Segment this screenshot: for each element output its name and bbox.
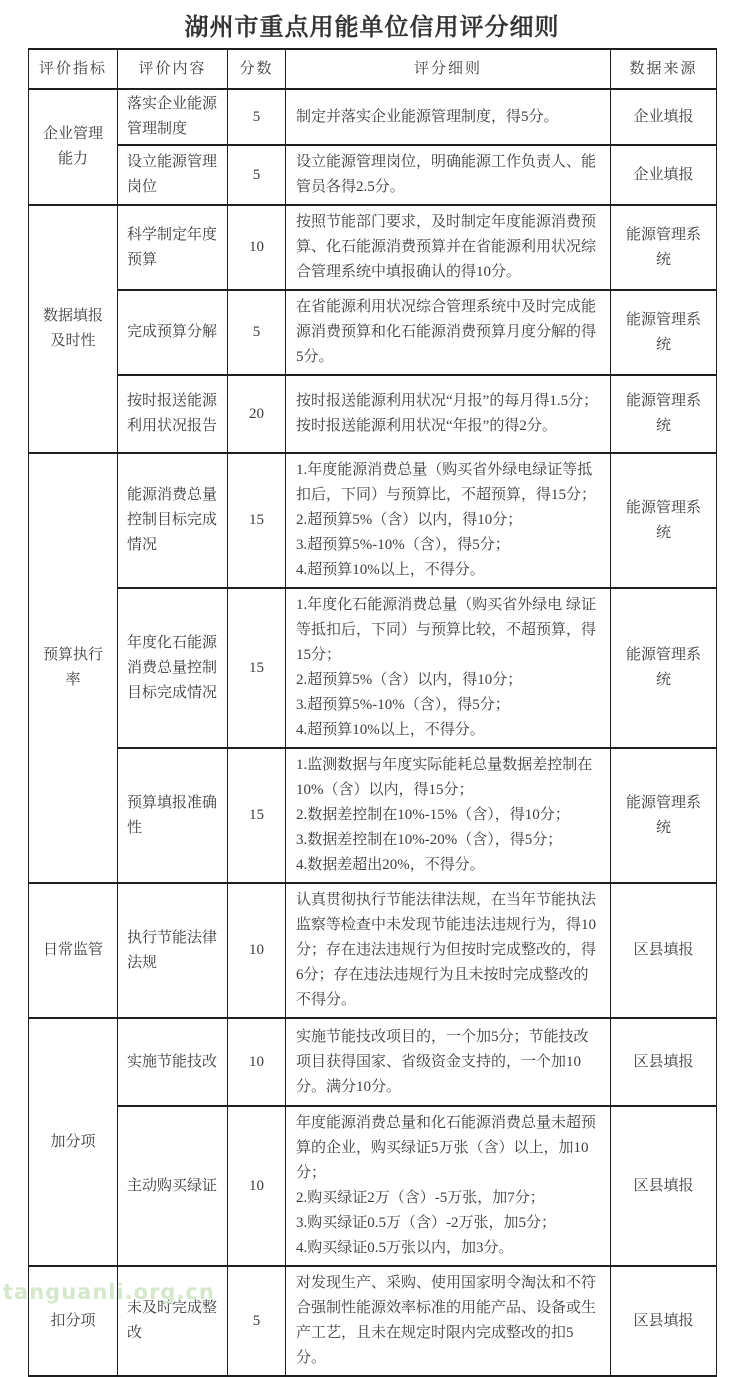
source-cell: 能源管理系统 [611, 588, 717, 748]
detail-line: 3.超预算5%-10%（含），得5分； [296, 697, 510, 713]
detail-line: 按照节能部门要求，及时制定年度能源消费预算、化石能源消费预算并在省能源利用状况综合管理系统中填报确认的得10分。 [296, 214, 597, 280]
content-cell: 按时报送能源利用状况报告 [118, 375, 228, 453]
credit-score-table [28, 48, 717, 1377]
detail-line: 3.购买绿证0.5万（含）-2万张，加5分； [296, 1215, 556, 1231]
details-cell [286, 375, 611, 453]
content-cell: 未及时完成整改 [118, 1266, 228, 1376]
detail-line: 实施节能技改项目的，一个加5分；节能技改项目获得国家、省级资金支持的，一个加10分。满分10分。 [296, 1028, 589, 1095]
details-cell [286, 145, 611, 205]
detail-line: 按时报送能源利用状况“月报”的每月得1.5分；按时报送能源利用状况“年报”的得2分。 [296, 393, 599, 434]
source-cell: 企业填报 [611, 89, 717, 145]
indicator-cell: 日常监管 [29, 883, 118, 1018]
score-cell: 5 [228, 89, 286, 145]
detail-line: 制定并落实企业能源管理制度，得5分。 [296, 108, 559, 125]
table-row [29, 1106, 717, 1266]
details-cell [286, 89, 611, 145]
source-cell: 区县填报 [611, 1018, 717, 1106]
score-cell: 15 [228, 748, 286, 883]
header-indicator: 评价指标 [29, 49, 118, 89]
header-details: 评分细则 [286, 49, 611, 89]
score-cell: 20 [228, 375, 286, 453]
source-cell: 能源管理系统 [611, 205, 717, 290]
score-cell: 15 [228, 453, 286, 588]
detail-line: 4.超预算10%以上，不得分。 [296, 722, 485, 738]
detail-line: 年度能源消费总量和化石能源消费总量未超预算的企业，购买绿证5万张（含）以上，加10分； [296, 1115, 597, 1181]
content-cell: 科学制定年度预算 [118, 205, 228, 290]
detail-line: 对发现生产、采购、使用国家明令淘汰和不符合强制性能源效率标准的用能产品、设备或生产工艺，且未在规定时限内完成整改的扣5分。 [296, 1275, 597, 1366]
source-cell: 能源管理系统 [611, 748, 717, 883]
detail-line: 认真贯彻执行节能法律法规，在当年节能执法监察等检查中未发现节能违法违规行为，得10分；存在违法违规行为但按时完成整改的，得6分；存在违法违规行为且未按时完成整改的不得分。 [296, 892, 597, 1008]
detail-line: 4.购买绿证0.5万张以内，加3分。 [296, 1240, 514, 1256]
detail-line: 4.超预算10%以上，不得分。 [296, 562, 485, 578]
table-row [29, 89, 717, 145]
page-title: 湖州市重点用能单位信用评分细则 [184, 14, 560, 41]
indicator-cell: 企业管理能力 [29, 89, 118, 205]
content-cell: 能源消费总量控制目标完成情况 [118, 453, 228, 588]
detail-line: 2.购买绿证2万（含）-5万张，加7分； [296, 1190, 545, 1206]
details-cell [286, 588, 611, 748]
content-cell: 完成预算分解 [118, 290, 228, 375]
header-content: 评价内容 [118, 49, 228, 89]
score-cell: 5 [228, 290, 286, 375]
details-cell [286, 1018, 611, 1106]
detail-line: 2.数据差控制在10%-15%（含），得10分； [296, 807, 570, 823]
score-cell: 15 [228, 588, 286, 748]
details-cell [286, 290, 611, 375]
source-cell: 区县填报 [611, 883, 717, 1018]
detail-line: 3.数据差控制在10%-20%（含），得5分； [296, 832, 563, 848]
table-row [29, 588, 717, 748]
details-cell [286, 883, 611, 1018]
content-cell: 年度化石能源消费总量控制目标完成情况 [118, 588, 228, 748]
score-cell: 10 [228, 883, 286, 1018]
detail-line: 1.年度化石能源消费总量（购买省外绿电 绿证等抵扣后，下同）与预算比较，不超预算，得15分； [296, 597, 597, 663]
content-cell: 落实企业能源管理制度 [118, 89, 228, 145]
details-cell [286, 1106, 611, 1266]
source-cell: 区县填报 [611, 1106, 717, 1266]
table-row [29, 883, 717, 1018]
score-cell: 10 [228, 1018, 286, 1106]
source-cell: 能源管理系统 [611, 290, 717, 375]
table-row [29, 205, 717, 290]
indicator-cell: 扣分项 [29, 1266, 118, 1376]
details-cell [286, 1266, 611, 1376]
content-cell: 主动购买绿证 [118, 1106, 228, 1266]
detail-line: 3.超预算5%-10%（含），得5分； [296, 537, 510, 553]
score-cell: 5 [228, 145, 286, 205]
source-cell: 区县填报 [611, 1266, 717, 1376]
detail-line: 4.数据差超出20%，不得分。 [296, 857, 485, 873]
source-cell: 能源管理系统 [611, 375, 717, 453]
table-row [29, 145, 717, 205]
table-row [29, 290, 717, 375]
content-cell: 预算填报准确性 [118, 748, 228, 883]
detail-line: 1.年度能源消费总量（购买省外绿电绿证等抵扣后，下同）与预算比，不超预算，得15分； [296, 462, 597, 503]
content-cell: 执行节能法律法规 [118, 883, 228, 1018]
score-cell: 10 [228, 205, 286, 290]
header-score: 分数 [228, 49, 286, 89]
source-cell: 企业填报 [611, 145, 717, 205]
detail-line: 在省能源利用状况综合管理系统中及时完成能源消费预算和化石能源消费预算月度分解的得5分。 [296, 299, 597, 365]
table-row [29, 748, 717, 883]
score-cell: 5 [228, 1266, 286, 1376]
header-source: 数据来源 [611, 49, 717, 89]
content-cell: 实施节能技改 [118, 1018, 228, 1106]
detail-line: 2.超预算5%（含）以内，得10分； [296, 512, 523, 528]
indicator-cell: 数据填报及时性 [29, 205, 118, 453]
detail-line: 设立能源管理岗位，明确能源工作负责人、能管员各得2.5分。 [296, 154, 597, 195]
details-cell [286, 748, 611, 883]
details-cell [286, 205, 611, 290]
table-row [29, 453, 717, 588]
content-cell: 设立能源管理岗位 [118, 145, 228, 205]
table-row [29, 1018, 717, 1106]
detail-line: 2.超预算5%（含）以内，得10分； [296, 672, 523, 688]
source-cell: 能源管理系统 [611, 453, 717, 588]
details-cell [286, 453, 611, 588]
detail-line: 1.监测数据与年度实际能耗总量数据差控制在10%（含）以内，得15分； [296, 757, 593, 798]
table-row [29, 375, 717, 453]
score-cell: 10 [228, 1106, 286, 1266]
table-header-row [29, 49, 717, 89]
indicator-cell: 加分项 [29, 1018, 118, 1266]
indicator-cell: 预算执行率 [29, 453, 118, 883]
site-watermark: tanguanli.org.cn [3, 1280, 215, 1304]
